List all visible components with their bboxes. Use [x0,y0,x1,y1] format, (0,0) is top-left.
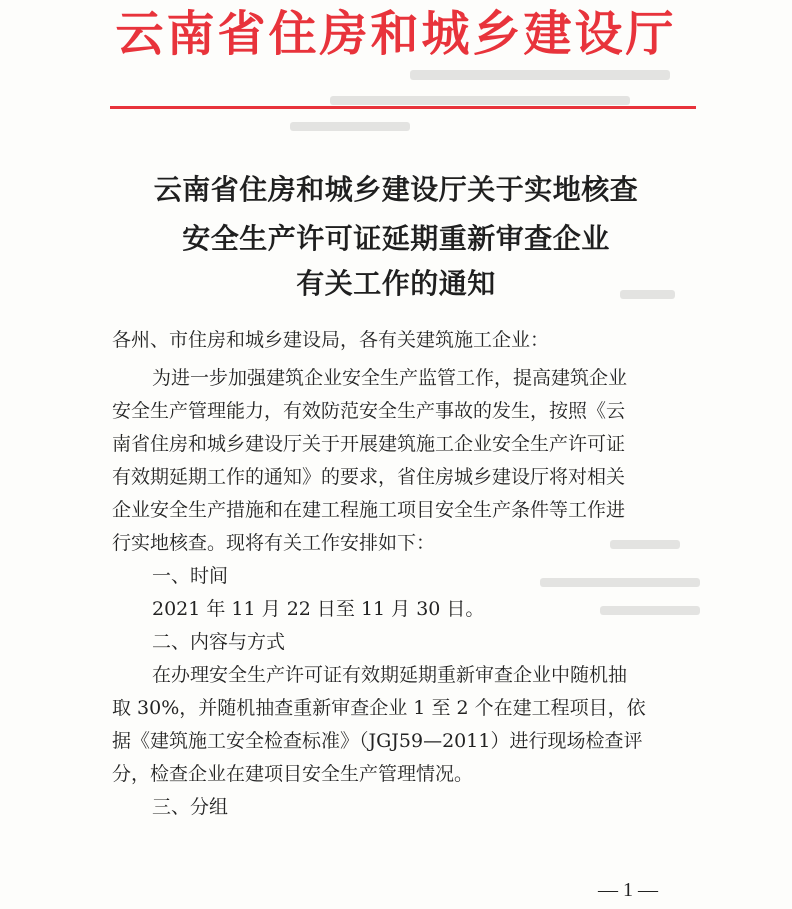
intro-line: 为进一步加强建筑企业安全生产监管工作，提高建筑企业 [152,367,628,389]
section-body-line: 分，检查企业在建项目安全生产管理情况。 [112,763,474,785]
bleed-through-text [330,96,630,105]
page-number: — 1 — [598,879,658,901]
document-title-line-3: 有关工作的通知 [296,267,496,300]
section-heading-time: 一、时间 [152,565,229,587]
document-title-line-2: 安全生产许可证延期重新审查企业 [182,222,610,255]
section-body-line: 取 30%，并随机抽查重新审查企业 1 至 2 个在建工程项目，依 [112,697,646,719]
section-heading-groups: 三、分组 [152,796,229,818]
salutation: 各州、市住房和城乡建设局，各有关建筑施工企业： [112,329,550,351]
section-body-time: 2021 年 11 月 22 日至 11 月 30 日。 [152,598,485,620]
section-body-line: 据《建筑施工安全检查标准》（JGJ59—2011）进行现场检查评 [112,730,643,752]
intro-line: 有效期延期工作的通知》的要求，省住房城乡建设厅将对相关 [112,466,626,488]
bleed-through-text [290,122,410,131]
bleed-through-text [540,578,700,587]
intro-line: 行实地核查。现将有关工作安排如下： [112,532,436,554]
document-title-line-1: 云南省住房和城乡建设厅关于实地核查 [153,173,639,206]
bleed-through-text [410,70,670,80]
bleed-through-text [610,540,680,549]
intro-line: 安全生产管理能力，有效防范安全生产事故的发生，按照《云 [112,400,626,422]
section-heading-content: 二、内容与方式 [152,631,286,653]
letterhead: 云南省住房和城乡建设厅 [115,6,677,62]
intro-line: 南省住房和城乡建设厅关于开展建筑施工企业安全生产许可证 [112,433,626,455]
intro-line: 企业安全生产措施和在建工程施工项目安全生产条件等工作进 [112,499,626,521]
bleed-through-text [600,606,700,615]
letterhead-divider [110,106,696,109]
section-body-line: 在办理安全生产许可证有效期延期重新审查企业中随机抽 [152,664,628,686]
